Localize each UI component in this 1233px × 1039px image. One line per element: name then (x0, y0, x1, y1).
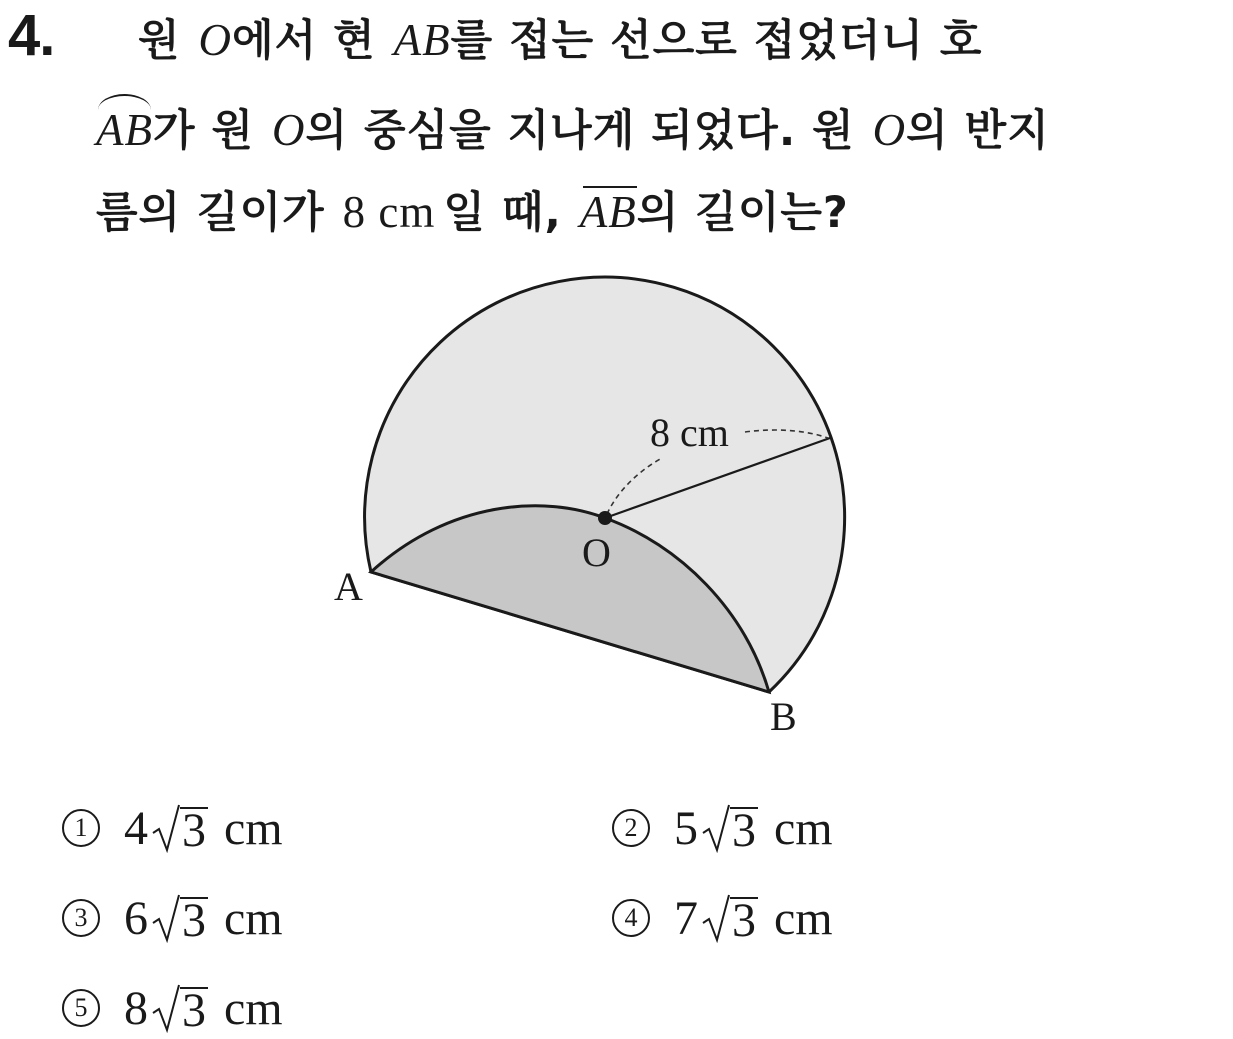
arc-ab: AB (96, 102, 153, 158)
sqrt-icon (152, 893, 208, 947)
text: 를 접는 선으로 접었더니 호 (450, 16, 983, 66)
choice-unit: cm (774, 891, 833, 945)
choice-radicand: 3 (182, 804, 206, 857)
choice-unit: cm (774, 801, 833, 855)
label-b: B (770, 694, 797, 739)
choice-unit: cm (224, 981, 283, 1035)
var-o: O (872, 105, 907, 155)
choice-coefficient: 5 (674, 801, 698, 855)
sqrt-icon (702, 893, 758, 947)
choice-4[interactable] (612, 888, 833, 948)
radius-label: 8 cm (650, 410, 729, 455)
sqrt-icon (702, 803, 758, 857)
text: 가 원 (152, 106, 255, 156)
text: 에서 현 (232, 16, 376, 66)
choice-2[interactable] (612, 798, 833, 858)
text: 름의 길이가 (96, 188, 325, 238)
choice-radicand: 3 (182, 894, 206, 947)
sqrt-icon (152, 803, 208, 857)
choice-coefficient: 8 (124, 981, 148, 1035)
choice-coefficient: 6 (124, 891, 148, 945)
segment-ab: AB (580, 184, 637, 240)
label-o: O (582, 530, 611, 575)
choice-marker: 3 (62, 899, 100, 937)
text: 원 (138, 16, 181, 66)
choice-radicand: 3 (182, 984, 206, 1037)
choice-marker: 1 (62, 809, 100, 847)
choice-3[interactable] (62, 888, 283, 948)
choice-unit: cm (224, 891, 283, 945)
choice-1[interactable] (62, 798, 283, 858)
choice-coefficient: 7 (674, 891, 698, 945)
choice-coefficient: 4 (124, 801, 148, 855)
choice-unit: cm (224, 801, 283, 855)
radius-value: 8 cm (342, 187, 436, 237)
sqrt-icon (152, 983, 208, 1037)
choice-radicand: 3 (732, 894, 756, 947)
var-o: O (272, 105, 306, 155)
choice-radicand: 3 (732, 804, 756, 857)
text: 의 중심을 지나게 되었다. 원 (305, 106, 855, 156)
choice-marker: 5 (62, 989, 100, 1027)
label-a: A (334, 564, 363, 609)
var-o: O (198, 15, 233, 65)
text: 일 때, (443, 188, 562, 238)
text: 의 반지 (906, 106, 1050, 156)
choice-marker: 4 (612, 899, 650, 937)
choice-marker: 2 (612, 809, 650, 847)
text: 의 길이는? (636, 188, 849, 238)
var-ab: AB (393, 15, 451, 65)
choice-5[interactable] (62, 978, 283, 1038)
center-point (598, 511, 612, 525)
question-number: 4. (8, 3, 55, 68)
